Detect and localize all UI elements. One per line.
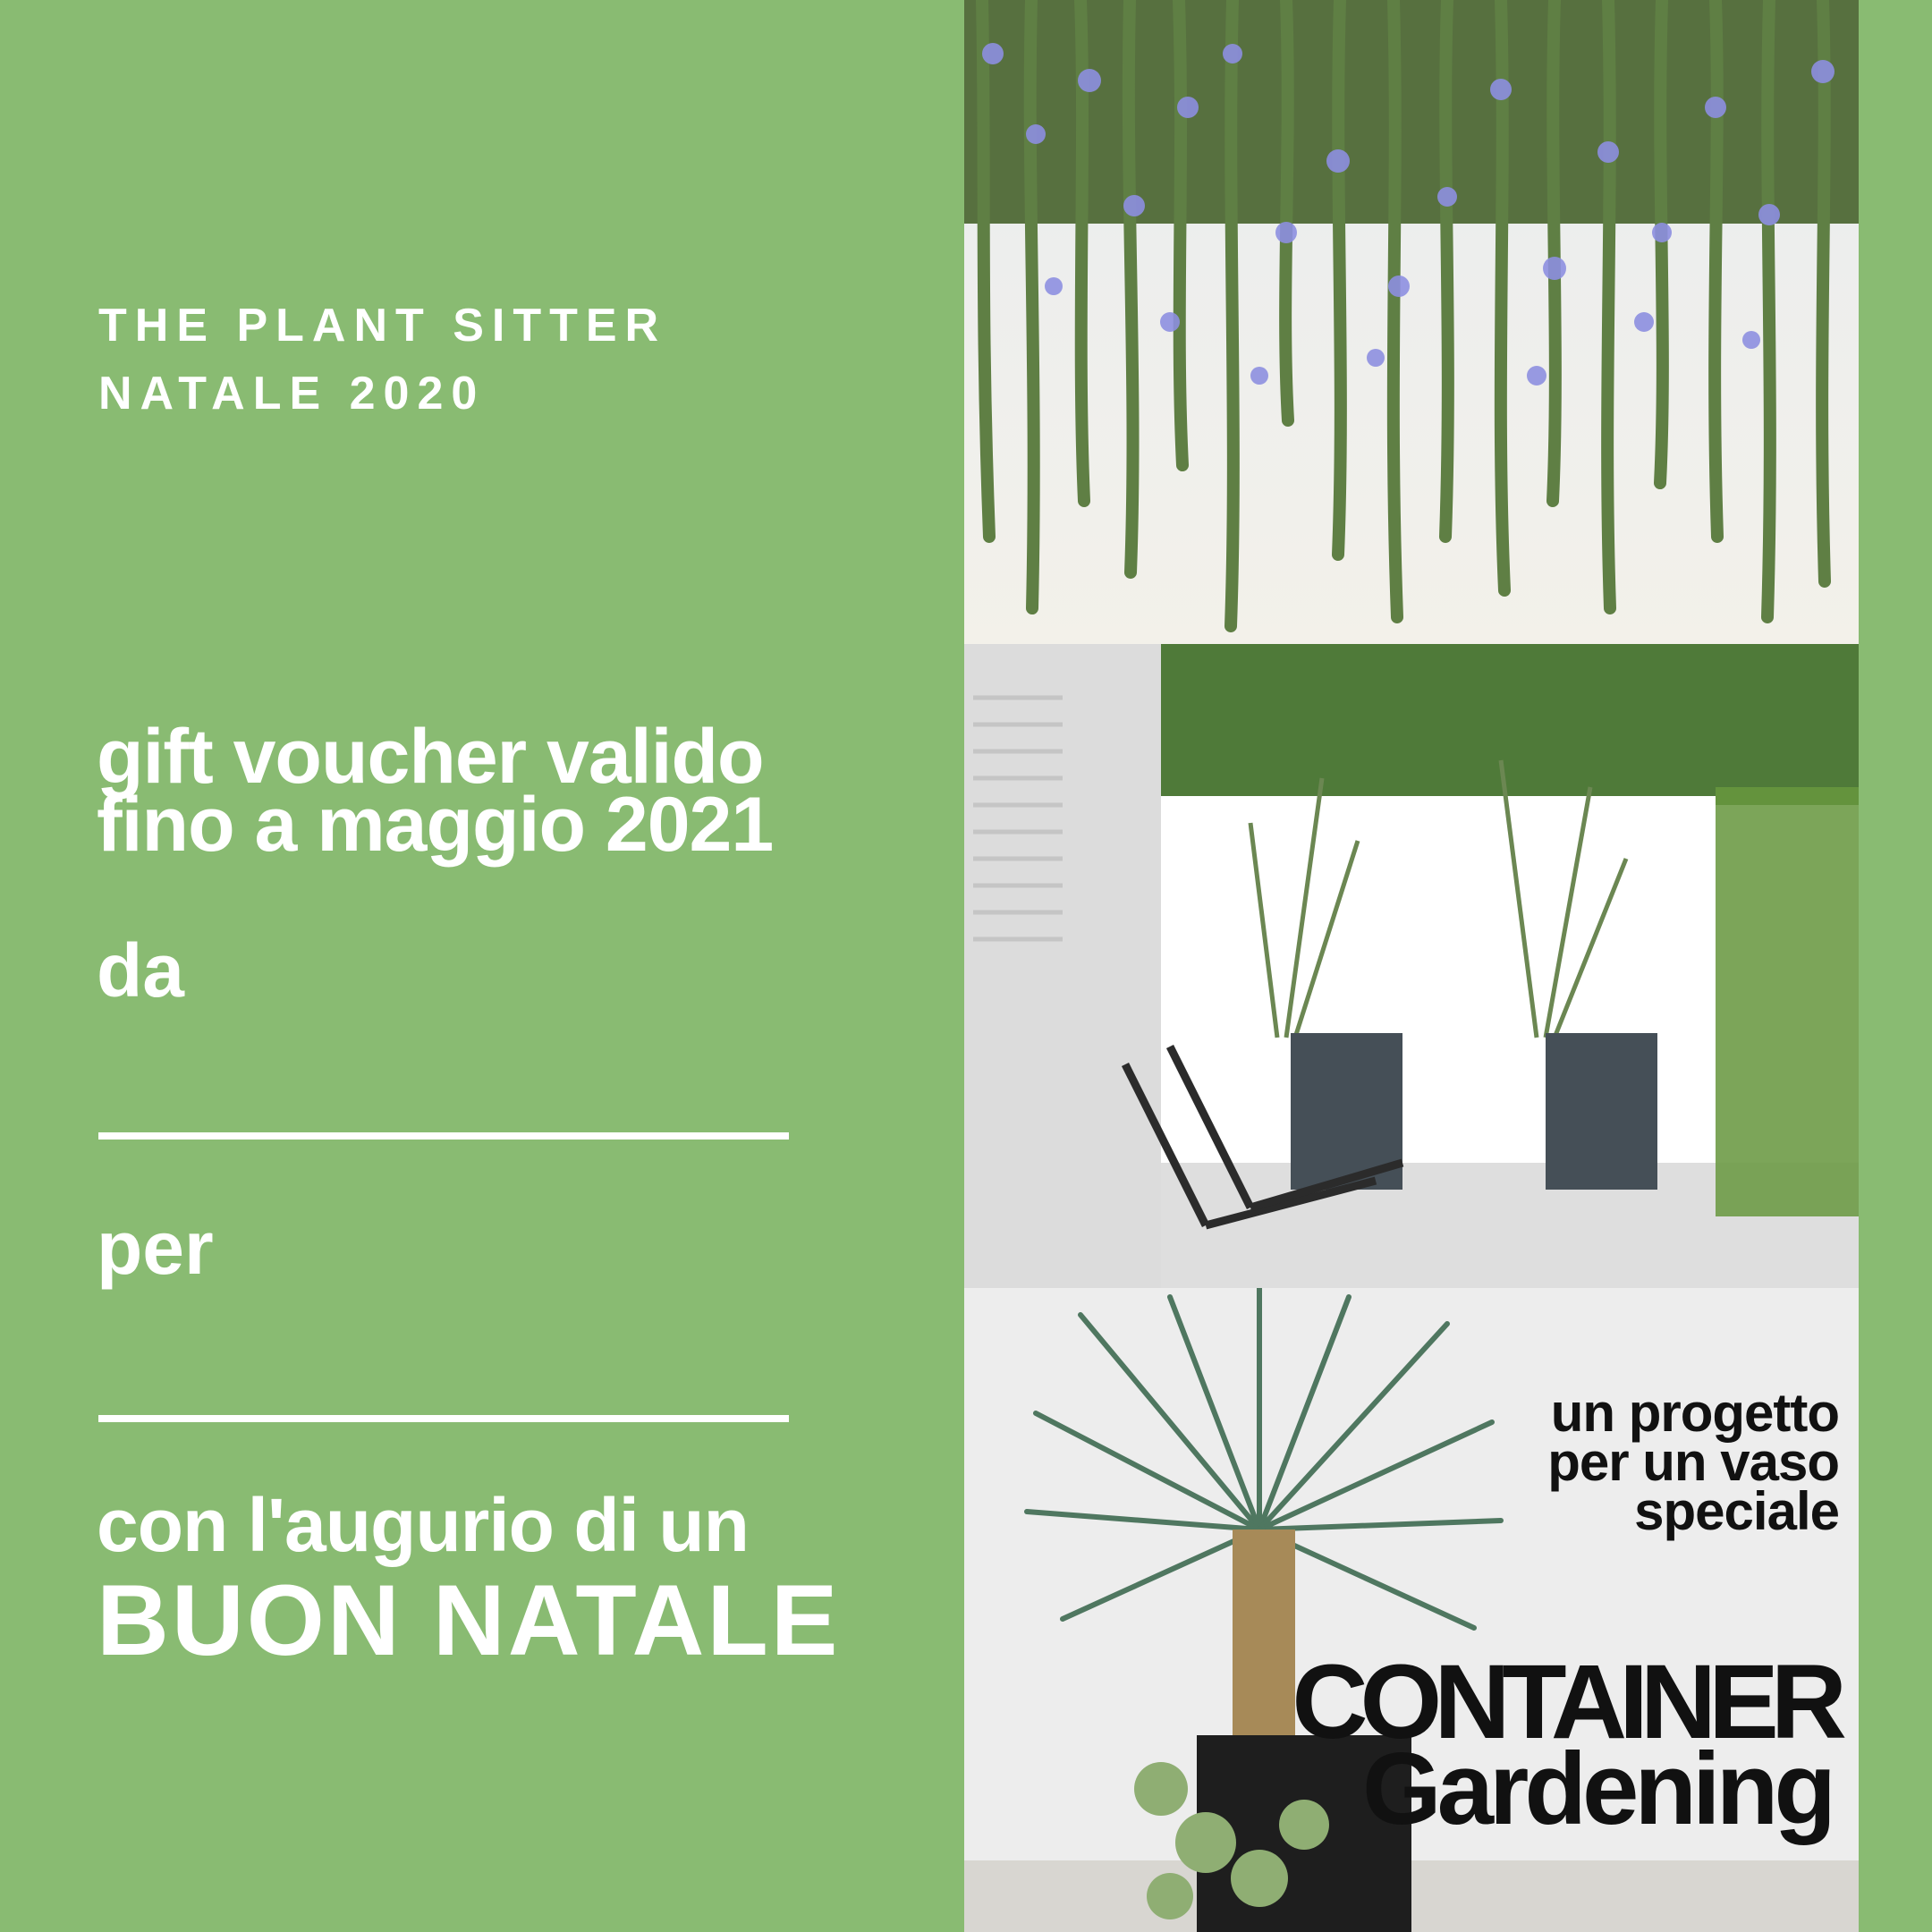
- container-heading: CONTAINER: [1292, 1643, 1839, 1761]
- gardening-heading: Gardening: [1361, 1733, 1832, 1846]
- project-caption-line1: un progetto: [1550, 1383, 1839, 1443]
- wish-line: con l'augurio di un: [97, 1483, 749, 1567]
- photo-strip: [964, 0, 1859, 1932]
- voucher-validity-line2: fino a maggio 2021: [97, 782, 774, 868]
- voucher-validity-line1: gift voucher valido: [97, 714, 764, 800]
- voucher-validity: [97, 714, 902, 868]
- edition-label: NATALE 2020: [98, 368, 486, 419]
- brand-block: [98, 292, 666, 428]
- rosemary-wall-photo: [964, 0, 1859, 644]
- christmas-greeting: BUON NATALE: [97, 1564, 841, 1676]
- brand-name: THE PLANT SITTER: [98, 300, 667, 352]
- from-label: da: [97, 928, 185, 1013]
- to-line: [98, 1415, 789, 1422]
- project-caption-line3: speciale: [1634, 1481, 1839, 1541]
- courtyard-planters-photo: [964, 644, 1859, 1288]
- project-caption: [1338, 1383, 1839, 1541]
- project-caption-line2: per un vaso: [1547, 1432, 1839, 1492]
- from-line: [98, 1132, 789, 1140]
- to-label: per: [97, 1206, 214, 1290]
